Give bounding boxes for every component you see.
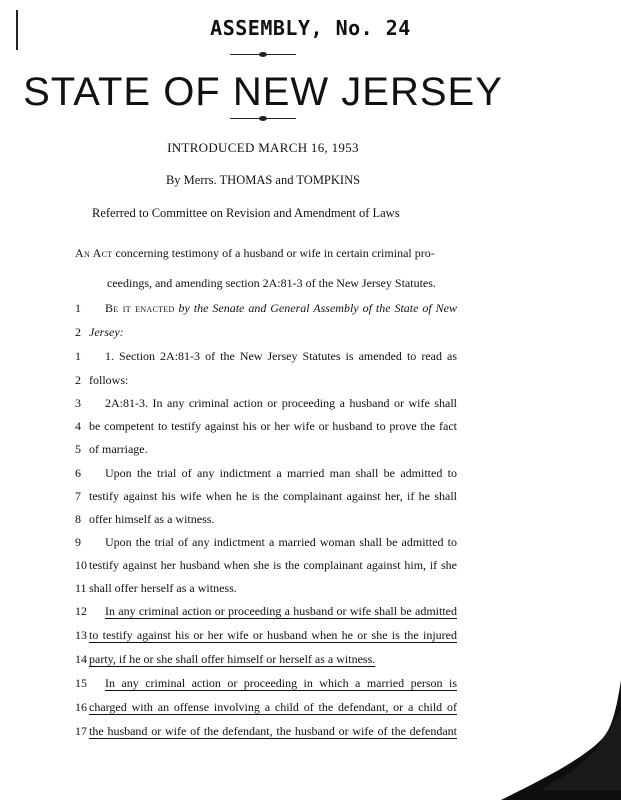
line-text-underlined: In any criminal action or proceeding in which a married person is bbox=[105, 676, 457, 690]
line-text: of marriage. bbox=[89, 442, 148, 456]
line-text: 1. Section 2A:81-3 of the New Jersey Statutes is amended to read as bbox=[105, 349, 457, 363]
line-number: 3 bbox=[75, 396, 81, 410]
line-text: 2A:81-3. In any criminal action or proceeding a husband or wife shall bbox=[105, 396, 457, 410]
enacting-clause-smallcaps: Be it enacted bbox=[105, 301, 175, 315]
body-line bbox=[75, 535, 457, 557]
body-line bbox=[75, 700, 457, 722]
line-number: 14 bbox=[75, 652, 87, 666]
line-number: 5 bbox=[75, 442, 81, 456]
enacting-clause bbox=[105, 301, 457, 316]
body-line bbox=[75, 581, 457, 603]
line-number: 4 bbox=[75, 419, 81, 433]
line-number: 12 bbox=[75, 604, 87, 618]
line-number: 16 bbox=[75, 700, 87, 714]
introduced-date: INTRODUCED MARCH 16, 1953 bbox=[167, 140, 359, 155]
line-text-underlined: charged with an offense involving a child of the defendant, or a child of bbox=[89, 700, 457, 714]
line-text-underlined: to testify against his or her wife or husband when he or she is the injured bbox=[89, 628, 457, 642]
body-line bbox=[75, 512, 457, 534]
body-line bbox=[75, 604, 457, 626]
line-text-underlined: In any criminal action or proceeding a husband or wife shall be admitted bbox=[105, 604, 457, 618]
committee-referral: Referred to Committee on Revision and Amendment of Laws bbox=[92, 206, 400, 220]
line-text: follows: bbox=[89, 373, 129, 387]
line-text-underlined: the husband or wife of the defendant, the husband or wife of the defendant bbox=[89, 724, 457, 738]
line-text: shall offer herself as a witness. bbox=[89, 581, 237, 595]
ornamental-rule-top bbox=[230, 54, 296, 55]
line-number: 15 bbox=[75, 676, 87, 690]
line-text: Upon the trial of any indictment a married woman shall be admitted to bbox=[105, 535, 457, 549]
line-text: offer himself as a witness. bbox=[89, 512, 215, 526]
body-line bbox=[75, 628, 457, 650]
act-title bbox=[75, 238, 455, 298]
body-line bbox=[75, 373, 457, 395]
act-title-line-2: ceedings, and amending section 2A:81-3 of the New Jersey Statutes. bbox=[107, 276, 436, 290]
line-number: 2 bbox=[75, 373, 81, 387]
line-number: 10 bbox=[75, 558, 87, 572]
line-number: 2 bbox=[75, 325, 81, 339]
body-line bbox=[75, 558, 457, 580]
enact-line-1 bbox=[75, 301, 457, 323]
scan-corner-mark bbox=[501, 680, 621, 800]
line-number: 11 bbox=[75, 581, 87, 595]
bill-number: ASSEMBLY, No. 24 bbox=[210, 16, 411, 40]
body-line bbox=[75, 349, 457, 371]
enacting-clause-italic-2: Jersey: bbox=[89, 325, 124, 339]
body-line bbox=[75, 396, 457, 418]
act-prefix: An Act bbox=[75, 246, 113, 260]
line-number: 6 bbox=[75, 466, 81, 480]
act-title-line-1: concerning testimony of a husband or wife in certain criminal pro- bbox=[112, 246, 435, 260]
enacting-clause-italic-1: by the Senate and General Assembly of the State of New bbox=[178, 301, 457, 315]
ornamental-rule-bottom bbox=[230, 118, 296, 119]
line-number: 7 bbox=[75, 489, 81, 503]
line-text-underlined: party, if he or she shall offer himself or herself as a witness. bbox=[89, 652, 376, 666]
line-text: be competent to testify against his or her wife or husband to prove the fact bbox=[89, 419, 457, 433]
line-number: 13 bbox=[75, 628, 87, 642]
body-line bbox=[75, 489, 457, 511]
line-number: 1 bbox=[75, 349, 81, 363]
enact-line-2 bbox=[75, 325, 457, 347]
line-number: 17 bbox=[75, 724, 87, 738]
line-text: testify against his wife when he is the complainant against her, if he shall bbox=[89, 489, 457, 503]
line-number: 1 bbox=[75, 301, 81, 315]
line-number: 8 bbox=[75, 512, 81, 526]
body-line bbox=[75, 419, 457, 441]
body-line bbox=[75, 652, 457, 674]
line-text: Upon the trial of any indictment a married man shall be admitted to bbox=[105, 466, 457, 480]
line-text: testify against her husband when she is the complainant against him, if she bbox=[89, 558, 457, 572]
sponsors: By Merrs. THOMAS and TOMPKINS bbox=[165, 173, 361, 187]
body-line bbox=[75, 442, 457, 464]
line-number: 9 bbox=[75, 535, 81, 549]
state-title: STATE OF NEW JERSEY bbox=[23, 70, 503, 114]
body-line bbox=[75, 676, 457, 698]
body-line bbox=[75, 466, 457, 488]
body-line bbox=[75, 724, 457, 746]
